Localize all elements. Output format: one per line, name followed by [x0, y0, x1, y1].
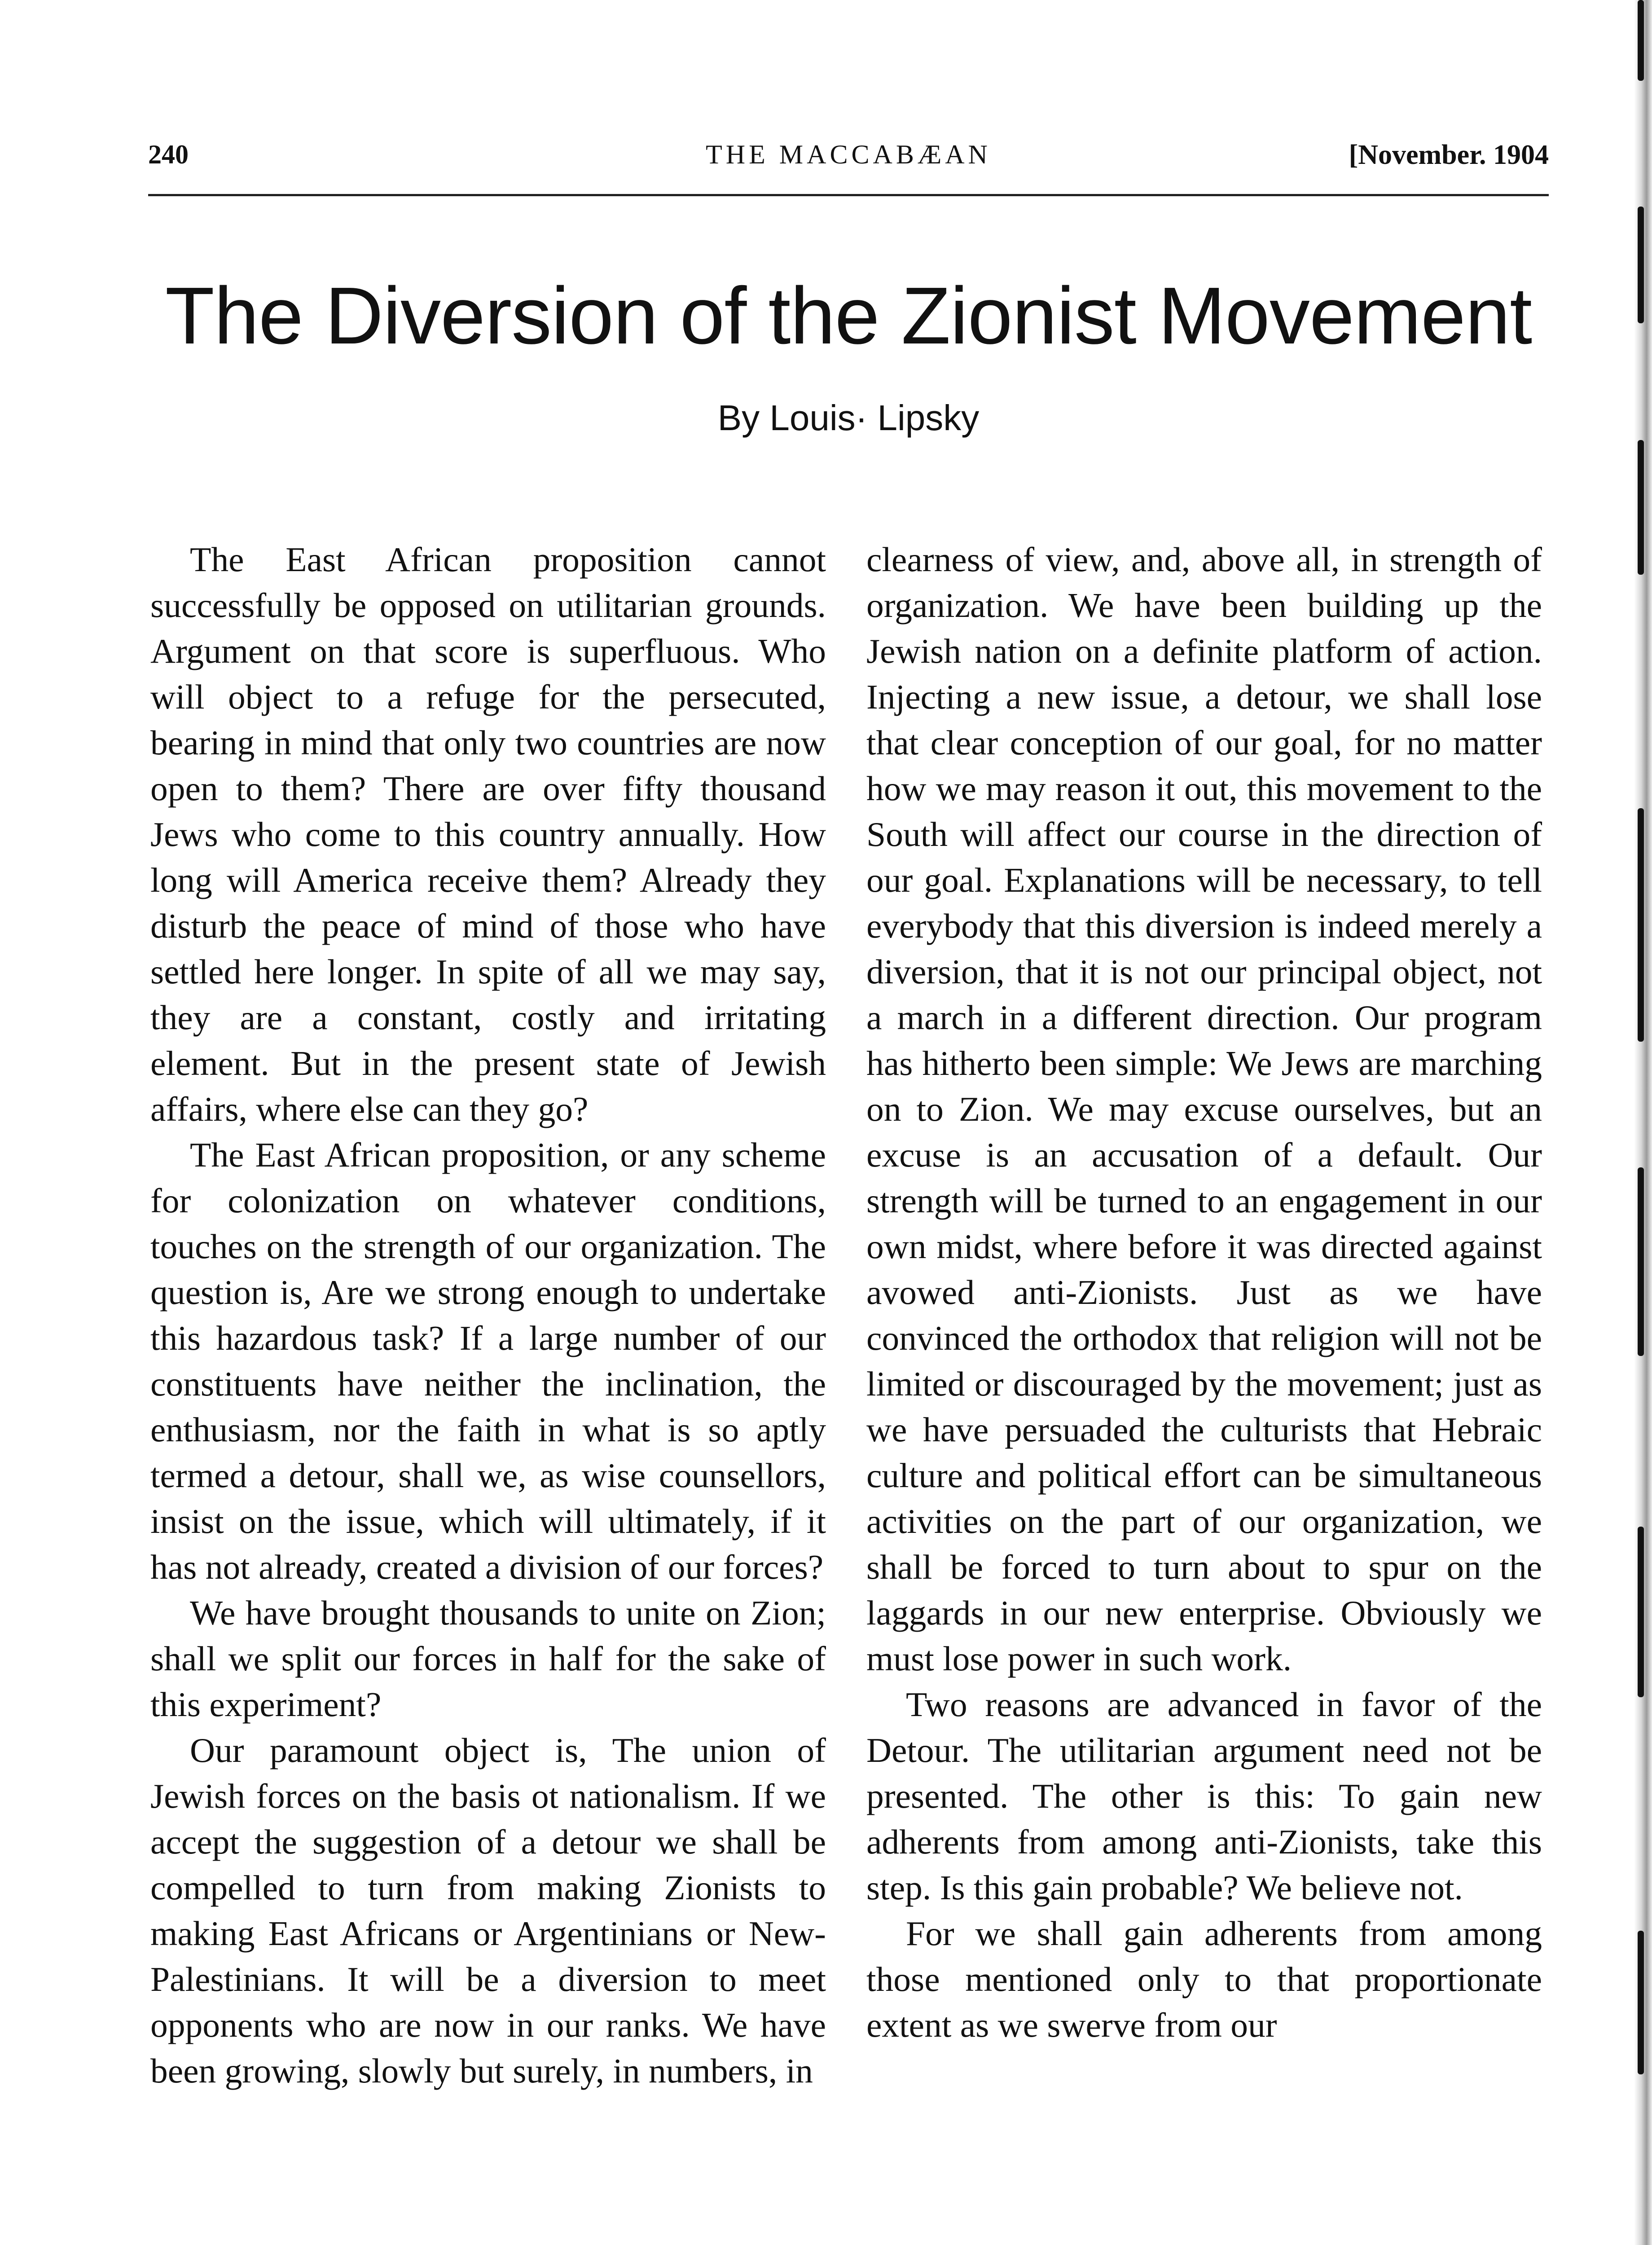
running-head — [148, 139, 1549, 180]
page-number: 240 — [148, 140, 189, 169]
edge-shadow-mark — [1638, 1167, 1644, 1356]
edge-shadow-mark — [1638, 1931, 1644, 2074]
left-column — [150, 537, 826, 2094]
article-title: The Diversion of the Zionist Movement — [165, 271, 1532, 361]
paragraph: The East African proposition cannot successfully be opposed on utilitarian grounds. Argument on that score is superfluous. Who will object to a refuge for the persecuted, bearing in mind that only two countries are now open to them? There are over fifty thousand Jews who come to this country annually. How long will America receive them? Already they disturb the peace of mind of those who have settled here longer. In spite of all we may say, they are a constant, costly and irritating element. But in the present state of Jewish affairs, where else can they go? — [150, 540, 826, 1128]
issue-date: [November. 1904 — [1349, 140, 1549, 170]
header-rule — [148, 194, 1549, 196]
journal-name: THE MACCABÆAN — [706, 140, 991, 169]
article-byline: By Louis· Lipsky — [717, 398, 980, 438]
edge-shadow-mark — [1638, 207, 1644, 323]
paragraph: Our paramount object is, The union of Jewish forces on the basis ot nationalism. If we accept the suggestion of a detour we shall be compelled to turn from making Zionists to making East Africans or Argentinians or New-Palestinians. It will be a diversion to meet opponents who are now in our ranks. We have been growing, slowly but surely, in numbers, in — [150, 1731, 826, 2090]
paragraph: Two reasons are advanced in favor of the Detour. The utilitarian argument need not be presented. The other is this: To gain new adherents from among anti-Zionists, take this step. Is this gain probable? We believe not. — [866, 1685, 1542, 1907]
paragraph: The East African proposition, or any scheme for colonization on whatever conditions, touches on the strength of our organization. The question is, Are we strong enough to undertake this hazardous task? If a large number of our constituents have neither the inclination, the enthusiasm, nor the faith in what is so aptly termed a detour, shall we, as wise counsellors, insist on the issue, which will ultimately, if it has not already, created a division of our forces? — [150, 1136, 826, 1586]
edge-shadow-mark — [1638, 0, 1644, 81]
edge-shadow-mark — [1638, 440, 1644, 575]
scanned-page-edge — [1634, 0, 1652, 2245]
edge-shadow-mark — [1638, 1527, 1644, 1697]
right-column — [866, 537, 1542, 2048]
paragraph: For we shall gain adherents from among those mentioned only to that proportionate extent as we swerve from our — [866, 1914, 1542, 2044]
paragraph-continued: clearness of view, and, above all, in strength of organization. We have been building up the Jewish nation on a definite platform of action. Injecting a new issue, a detour, we shall lose that clear conception of our goal, for no matter how we may reason it out, this movement to the South will affect our course in the direction of our goal. Explanations will be necessary, to tell everybody that this diversion is indeed merely a diversion, that it is not our principal object, not a march in a different direction. Our program has hitherto been simple: We Jews are marching on to Zion. We may excuse ourselves, but an excuse is an accusation of a default. Our strength will be turned to an engagement in our own midst, where before it was directed against avowed anti-Zionists. Just as we have convinced the orthodox that religion will not be limited or discouraged by the movement; just as we have persuaded the culturists that Hebraic culture and political effort can be simultaneous activities on the part of our organization, we shall be forced to turn about to spur on the laggards in our new enterprise. Obviously we must lose power in such work. — [866, 540, 1542, 1678]
edge-shadow-mark — [1638, 808, 1644, 1042]
paragraph: We have brought thousands to unite on Zion; shall we split our forces in half for the sake of this experiment? — [150, 1594, 826, 1724]
